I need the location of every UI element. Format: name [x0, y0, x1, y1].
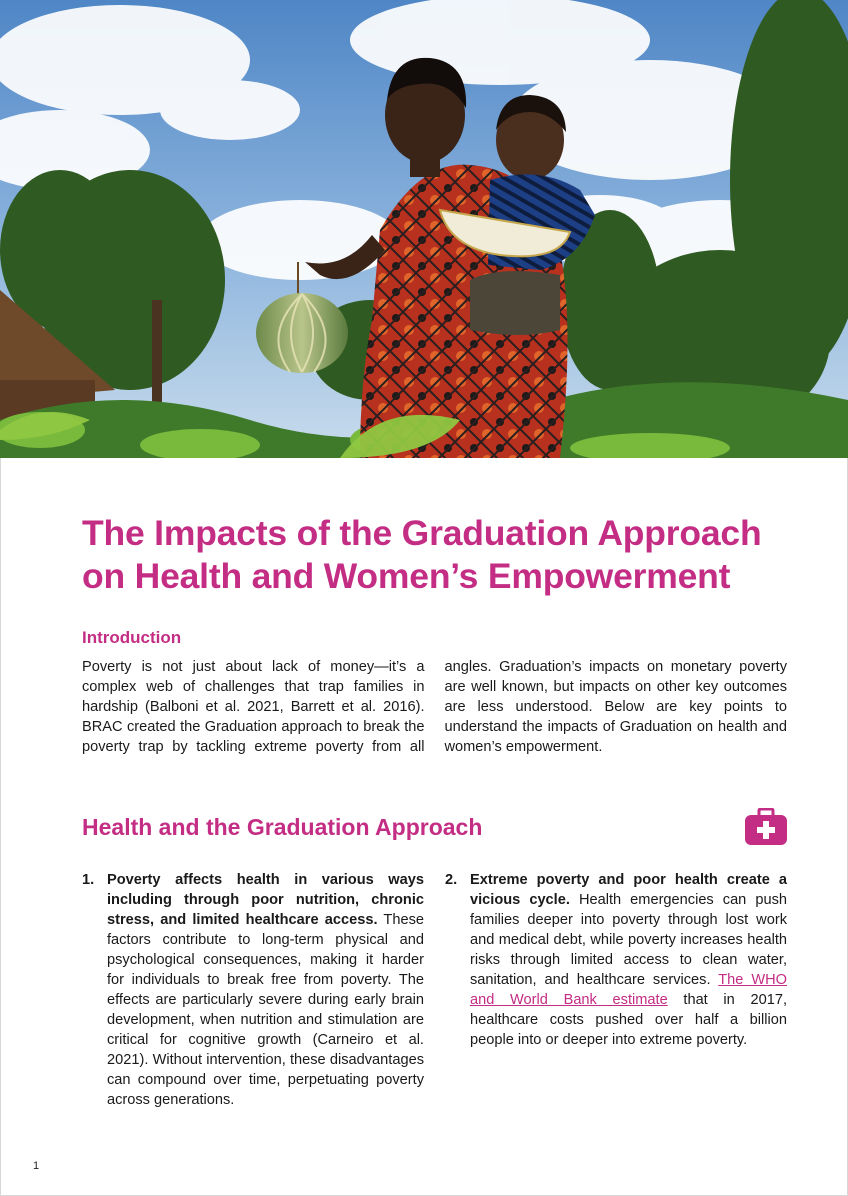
document-title: The Impacts of the Graduation Approach on Health and Women’s Empowerment: [82, 513, 762, 596]
medical-kit-icon: [744, 808, 788, 846]
hero-photo: [0, 0, 848, 458]
point-body: Health emergencies can push families deeper into poverty through lost work and medical debt, while poverty increases health risks through limited access to clean water, sanitation, and healthcare services.: [470, 892, 787, 988]
list-number: 2.: [445, 872, 458, 888]
point-body-end: that in 2017, healthcare costs pushed over half a billion people into or deeper into extreme poverty.: [470, 992, 788, 1048]
point-bold-lead: Poverty affects health in various ways including through poor nutrition, chronic stress, and limited healthcare access.: [107, 872, 424, 928]
list-item: [445, 870, 788, 1050]
who-world-bank-link[interactable]: The WHO and World Bank estimate: [470, 972, 787, 1008]
health-section-heading: Health and the Graduation Approach: [82, 814, 483, 840]
page-number: 1: [33, 1160, 40, 1172]
health-points-list: [82, 870, 788, 1132]
introduction-text: Poverty is not just about lack of money—it’s a complex web of challenges that trap families in hardship (Balboni et al. 2021, Barrett et al. 2016). BRAC created the Graduation approach to break the poverty trap by tackling extreme poverty from all angles. Graduation’s impacts on monetary poverty are well known, but impacts on other key outcomes are less understood. Below are key points to understand the impacts of Graduation on health and women’s empowerment.: [82, 659, 787, 755]
introduction-heading: Introduction: [82, 628, 182, 647]
point-body: These factors contribute to long-term physical and psychological consequences, making it harder for individuals to break free from poverty. The effects are particularly severe during early brain development, when nutrition and stimulation are critical for cognitive growth (Carneiro et al. 2021). Without intervention, these disadvantages can compound over time, perpetuating poverty across generations.: [107, 912, 424, 1108]
list-number: 1.: [82, 872, 95, 888]
list-item: [82, 870, 424, 1110]
point-bold-lead: Extreme poverty and poor health create a vicious cycle.: [470, 872, 787, 908]
